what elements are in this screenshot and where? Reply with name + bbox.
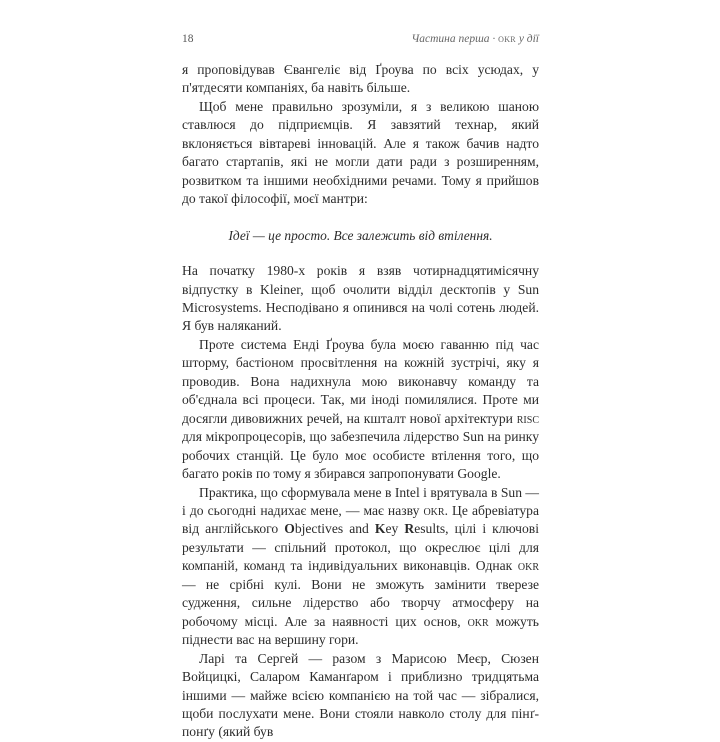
section-title-prefix: Частина перша · bbox=[411, 33, 499, 45]
section-title-suffix: у дії bbox=[515, 33, 539, 45]
text-span: Проте система Енді Ґроува була моєю гаванню під час шторму, бастіоном просвітлення на кожній зустрічі, яку я проводив. Вона надихнула мою виконавчу команду та об'єднала всі процеси. Так, ми іноді помилялися. Проте ми досягли дивовижних речей, на кшталт нової архітектури bbox=[182, 336, 539, 426]
okr-abbr: okr bbox=[423, 502, 445, 518]
section-title bbox=[411, 33, 539, 45]
paragraph-grove-system bbox=[182, 336, 539, 484]
text-span: . Це абревіатура від англійського bbox=[182, 502, 540, 537]
section-title-abbr: okr bbox=[498, 33, 516, 45]
bold-letter-k: K bbox=[374, 521, 386, 537]
text-span: ey bbox=[385, 521, 405, 537]
book-page bbox=[182, 30, 540, 740]
text-span: можуть піднести вас на вершину гори. bbox=[182, 613, 539, 648]
paragraph-continuation: я проповідував Євангеліє від Ґроува по всіх усюдах, у п'ятдесяти компаніях, ба навіть більше. bbox=[182, 62, 539, 96]
body-text bbox=[182, 61, 539, 742]
paragraph-okr-definition bbox=[182, 484, 539, 650]
text-span: esults, цілі і ключові результати — спільний протокол, що окреслює цілі для компаній, команд та індивідуальних виконавців. Однак bbox=[182, 521, 540, 574]
text-span: для мікропроцесорів, що забезпечила лідерство Sun на ринку робочих станцій. Це було моє особисте втілення того, що багато років по тому я збирався запропонувати Google. bbox=[182, 429, 539, 482]
running-head bbox=[182, 30, 539, 50]
bold-letter-o: O bbox=[284, 521, 295, 537]
paragraph-entrepreneurs: Щоб мене правильно зрозуміли, я з великою шаною ставлюся до підприємців. Я завзятий технар, який вклоняється вівтареві інновацій. Але я також бачив надто багато стартапів, які не могли дати ради з розширенням, розвитком та іншими необхідними речами. Тому я прийшов до такої філософії, моєї мантри: bbox=[182, 98, 539, 207]
page-number: 18 bbox=[182, 33, 194, 45]
risc-abbr: risc bbox=[516, 410, 539, 426]
okr-abbr: okr bbox=[467, 613, 489, 629]
paragraph-sun-microsystems: На початку 1980-х років я взяв чотирнадцятимісячну відпустку в Kleiner, щоб очолити відділ десктопів у Sun Microsystems. Несподівано я опинився на чолі сотень людей. Я був наляканий. bbox=[182, 263, 539, 334]
paragraph-larry-sergey: Ларі та Сергей — разом з Марисою Меєр, Сюзен Войцицкі, Саларом Каманґаром і приблизно тридцятьма іншими — майже всією компанією на той час — зібралися, щоби послухати мене. Вони стояли навколо столу для пінґ-понґу (який був bbox=[182, 650, 539, 740]
bold-letter-r: R bbox=[404, 521, 415, 537]
text-span: bjectives and bbox=[294, 521, 375, 537]
text-span: Практика, що сформувала мене в Intel і врятувала в Sun — і до сьогодні надихає мене, — має назву bbox=[182, 484, 539, 518]
okr-abbr: okr bbox=[517, 558, 539, 574]
text-span: — не срібні кулі. Вони не зможуть замінити тверезе судження, сильне лідерство або творчу атмосферу на робочому місці. Але за наявності цих основ, bbox=[182, 576, 539, 629]
mantra-quote: Ідеї — це просто. Все залежить від втілення. bbox=[228, 227, 493, 243]
